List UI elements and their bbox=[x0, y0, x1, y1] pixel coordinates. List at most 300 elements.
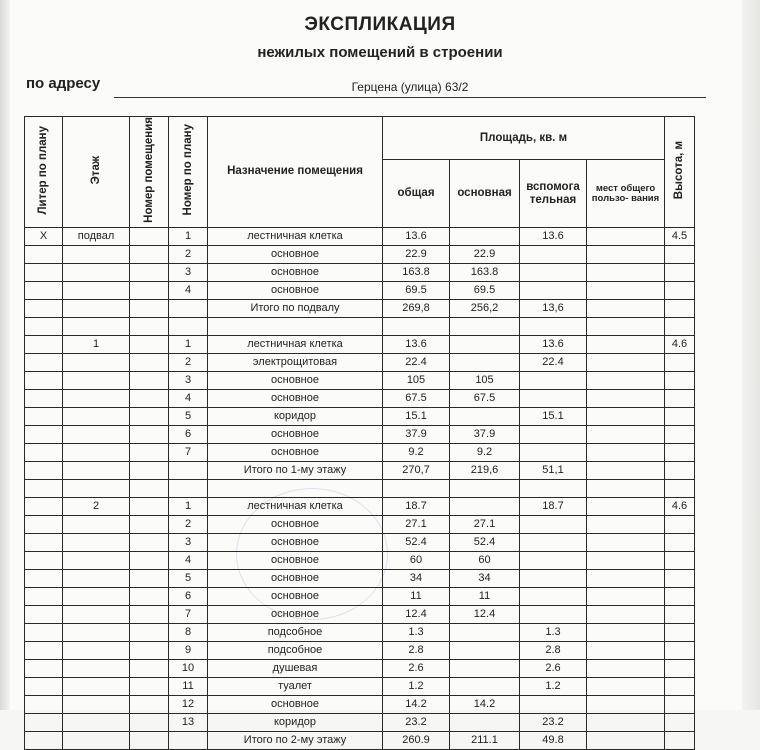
address-label: по адресу bbox=[26, 75, 101, 92]
address-underline bbox=[114, 97, 706, 98]
table-cell bbox=[587, 569, 665, 587]
table-cell bbox=[587, 623, 665, 641]
table-cell: 2.6 bbox=[383, 659, 450, 677]
table-cell bbox=[63, 389, 130, 407]
table-cell: основное bbox=[208, 371, 383, 389]
table-cell: 37.9 bbox=[383, 425, 450, 443]
table-row bbox=[25, 263, 695, 281]
table-cell bbox=[25, 551, 63, 569]
table-cell bbox=[450, 659, 520, 677]
table-cell: 52.4 bbox=[450, 533, 520, 551]
table-row bbox=[25, 443, 695, 461]
table-cell bbox=[63, 695, 130, 713]
table-cell bbox=[25, 245, 63, 263]
table-cell bbox=[130, 263, 169, 281]
table-cell bbox=[665, 353, 695, 371]
table-cell bbox=[665, 605, 695, 623]
table-cell: основное bbox=[208, 587, 383, 605]
table-cell bbox=[25, 587, 63, 605]
table-cell bbox=[450, 623, 520, 641]
table-cell: 27.1 bbox=[450, 515, 520, 533]
table-cell bbox=[450, 677, 520, 695]
table-cell: подсобное bbox=[208, 623, 383, 641]
table-cell bbox=[587, 497, 665, 515]
table-cell: 105 bbox=[383, 371, 450, 389]
table-cell bbox=[25, 641, 63, 659]
table-cell: 22.9 bbox=[383, 245, 450, 263]
table-row bbox=[25, 641, 695, 659]
scan-edge-left bbox=[0, 0, 10, 710]
table-cell: 12.4 bbox=[450, 605, 520, 623]
table-cell bbox=[665, 317, 695, 335]
table-cell: Х bbox=[25, 227, 63, 245]
table-cell: 3 bbox=[169, 263, 208, 281]
table-cell bbox=[130, 731, 169, 749]
table-cell bbox=[587, 281, 665, 299]
table-cell: 14.2 bbox=[450, 695, 520, 713]
table-cell: 3 bbox=[169, 533, 208, 551]
table-cell: 269,8 bbox=[383, 299, 450, 317]
table-cell bbox=[25, 659, 63, 677]
table-cell bbox=[665, 245, 695, 263]
table-cell bbox=[208, 317, 383, 335]
table-cell bbox=[665, 731, 695, 749]
table-cell bbox=[587, 713, 665, 731]
table-cell: 4 bbox=[169, 551, 208, 569]
header-litera: Литер по плану bbox=[25, 117, 63, 228]
table-cell bbox=[587, 245, 665, 263]
table-cell: 18.7 bbox=[520, 497, 587, 515]
table-cell: коридор bbox=[208, 407, 383, 425]
header-room-number: Номер помещения bbox=[130, 117, 169, 228]
table-cell: основное bbox=[208, 389, 383, 407]
table-cell bbox=[25, 533, 63, 551]
table-cell: 27.1 bbox=[383, 515, 450, 533]
table-cell: 15.1 bbox=[520, 407, 587, 425]
table-cell: 11 bbox=[450, 587, 520, 605]
table-cell bbox=[130, 551, 169, 569]
table-row bbox=[25, 587, 695, 605]
table-cell: 52.4 bbox=[383, 533, 450, 551]
table-cell bbox=[450, 497, 520, 515]
table-cell: 2 bbox=[169, 245, 208, 263]
table-cell bbox=[63, 587, 130, 605]
table-cell: 67.5 bbox=[450, 389, 520, 407]
table-cell: 13 bbox=[169, 713, 208, 731]
table-cell bbox=[130, 623, 169, 641]
table-cell: 1.3 bbox=[520, 623, 587, 641]
table-cell: 14.2 bbox=[383, 695, 450, 713]
table-row bbox=[25, 515, 695, 533]
table-cell bbox=[25, 695, 63, 713]
table-cell: основное bbox=[208, 569, 383, 587]
table-cell bbox=[25, 713, 63, 731]
table-cell bbox=[63, 263, 130, 281]
scan-edge-right bbox=[742, 0, 760, 710]
table-cell: 49.8 bbox=[520, 731, 587, 749]
table-cell bbox=[130, 299, 169, 317]
table-cell: 18.7 bbox=[383, 497, 450, 515]
header-plan-number: Номер по плану bbox=[169, 117, 208, 228]
table-cell: основное bbox=[208, 515, 383, 533]
table-cell bbox=[665, 641, 695, 659]
table-cell: 12.4 bbox=[383, 605, 450, 623]
table-cell bbox=[208, 479, 383, 497]
table-cell bbox=[169, 299, 208, 317]
table-cell bbox=[383, 317, 450, 335]
table-cell: 1 bbox=[63, 335, 130, 353]
table-cell: 1 bbox=[169, 227, 208, 245]
table-cell bbox=[665, 461, 695, 479]
table-cell bbox=[665, 659, 695, 677]
table-cell bbox=[63, 551, 130, 569]
table-cell bbox=[665, 695, 695, 713]
table-cell: 256,2 bbox=[450, 299, 520, 317]
table-cell bbox=[130, 407, 169, 425]
table-cell bbox=[130, 713, 169, 731]
table-cell bbox=[63, 353, 130, 371]
table-row bbox=[25, 569, 695, 587]
table-cell: 69.5 bbox=[450, 281, 520, 299]
table-cell bbox=[63, 299, 130, 317]
table-row bbox=[25, 623, 695, 641]
table-cell bbox=[63, 425, 130, 443]
table-cell: основное bbox=[208, 605, 383, 623]
table-cell: 2 bbox=[169, 353, 208, 371]
table-cell bbox=[130, 587, 169, 605]
table-cell: основное bbox=[208, 425, 383, 443]
table-row bbox=[25, 659, 695, 677]
table-cell bbox=[130, 515, 169, 533]
table-body bbox=[25, 227, 695, 749]
table-cell: лестничная клетка bbox=[208, 227, 383, 245]
table-cell: 4 bbox=[169, 281, 208, 299]
table-cell bbox=[25, 443, 63, 461]
table-row bbox=[25, 281, 695, 299]
table-row bbox=[25, 497, 695, 515]
subtotal-row bbox=[25, 299, 695, 317]
table-cell bbox=[450, 641, 520, 659]
table-cell bbox=[25, 623, 63, 641]
table-cell bbox=[130, 497, 169, 515]
table-cell bbox=[520, 245, 587, 263]
table-cell bbox=[587, 353, 665, 371]
table-cell: 67.5 bbox=[383, 389, 450, 407]
table-cell bbox=[63, 605, 130, 623]
table-cell bbox=[130, 389, 169, 407]
table-cell: 9.2 bbox=[383, 443, 450, 461]
table-cell bbox=[587, 695, 665, 713]
table-cell bbox=[520, 551, 587, 569]
table-cell bbox=[665, 407, 695, 425]
table-cell bbox=[665, 263, 695, 281]
table-cell bbox=[63, 731, 130, 749]
table-cell bbox=[130, 695, 169, 713]
table-cell bbox=[520, 479, 587, 497]
table-cell bbox=[450, 227, 520, 245]
table-cell bbox=[25, 263, 63, 281]
table-cell bbox=[63, 407, 130, 425]
table-cell bbox=[169, 317, 208, 335]
table-cell bbox=[63, 371, 130, 389]
table-cell bbox=[665, 389, 695, 407]
table-cell: коридор bbox=[208, 713, 383, 731]
spacer-row bbox=[25, 317, 695, 335]
table-cell: Итого по 2-му этажу bbox=[208, 731, 383, 749]
table-cell: 5 bbox=[169, 407, 208, 425]
table-cell bbox=[130, 353, 169, 371]
table-cell bbox=[665, 587, 695, 605]
document-title: ЭКСПЛИКАЦИЯ bbox=[304, 14, 456, 35]
table-cell: 211.1 bbox=[450, 731, 520, 749]
table-cell: 23.2 bbox=[520, 713, 587, 731]
address-value: Герцена (улица) 63/2 bbox=[351, 80, 469, 94]
table-cell bbox=[665, 677, 695, 695]
table-cell bbox=[520, 605, 587, 623]
table-cell bbox=[587, 335, 665, 353]
table-cell bbox=[450, 479, 520, 497]
table-cell bbox=[63, 443, 130, 461]
table-cell bbox=[665, 551, 695, 569]
table-cell bbox=[520, 695, 587, 713]
table-cell bbox=[63, 659, 130, 677]
table-cell: 11 bbox=[169, 677, 208, 695]
table-cell: 23.2 bbox=[383, 713, 450, 731]
table-cell bbox=[25, 515, 63, 533]
table-cell bbox=[63, 569, 130, 587]
table-cell bbox=[169, 479, 208, 497]
table-cell bbox=[665, 533, 695, 551]
table-cell bbox=[520, 515, 587, 533]
table-cell: душевая bbox=[208, 659, 383, 677]
table-cell: 2.8 bbox=[520, 641, 587, 659]
table-cell bbox=[665, 569, 695, 587]
table-cell bbox=[25, 389, 63, 407]
table-cell bbox=[25, 497, 63, 515]
table-cell bbox=[587, 533, 665, 551]
table-cell bbox=[665, 713, 695, 731]
table-cell bbox=[130, 461, 169, 479]
table-cell bbox=[587, 587, 665, 605]
header-floor: Этаж bbox=[63, 117, 130, 228]
header-purpose: Назначение помещения bbox=[208, 117, 383, 228]
table-cell bbox=[450, 713, 520, 731]
table-row bbox=[25, 677, 695, 695]
table-cell bbox=[587, 389, 665, 407]
table-cell bbox=[63, 245, 130, 263]
table-cell bbox=[520, 569, 587, 587]
table-cell: 34 bbox=[383, 569, 450, 587]
table-cell: основное bbox=[208, 245, 383, 263]
table-cell: 69.5 bbox=[383, 281, 450, 299]
table-cell: 11 bbox=[383, 587, 450, 605]
table-cell: основное bbox=[208, 263, 383, 281]
table-cell bbox=[25, 353, 63, 371]
table-cell: 3 bbox=[169, 371, 208, 389]
table-cell bbox=[63, 317, 130, 335]
table-cell: 163.8 bbox=[450, 263, 520, 281]
table-cell: 13.6 bbox=[520, 227, 587, 245]
table-cell bbox=[25, 299, 63, 317]
table-cell bbox=[130, 281, 169, 299]
table-cell: 34 bbox=[450, 569, 520, 587]
table-cell bbox=[520, 317, 587, 335]
table-cell: 60 bbox=[450, 551, 520, 569]
table-cell: основное bbox=[208, 695, 383, 713]
table-cell: 4.6 bbox=[665, 497, 695, 515]
header-area-group: Площадь, кв. м bbox=[383, 117, 665, 160]
header-main: основная bbox=[450, 160, 520, 228]
table-cell: 9 bbox=[169, 641, 208, 659]
table-cell bbox=[130, 641, 169, 659]
table-row bbox=[25, 335, 695, 353]
table-cell bbox=[130, 677, 169, 695]
table-cell: 10 bbox=[169, 659, 208, 677]
table-cell bbox=[130, 479, 169, 497]
table-cell bbox=[587, 443, 665, 461]
table-cell: 8 bbox=[169, 623, 208, 641]
table-cell: 12 bbox=[169, 695, 208, 713]
header-total: общая bbox=[383, 160, 450, 228]
table-cell bbox=[63, 281, 130, 299]
table-cell: Итого по 1-му этажу bbox=[208, 461, 383, 479]
table-row bbox=[25, 605, 695, 623]
table-cell bbox=[130, 245, 169, 263]
table-cell: 22.9 bbox=[450, 245, 520, 263]
table-cell: 1 bbox=[169, 335, 208, 353]
table-cell bbox=[520, 443, 587, 461]
table-cell: 13.6 bbox=[383, 335, 450, 353]
table-cell: лестничная клетка bbox=[208, 335, 383, 353]
table-cell bbox=[520, 587, 587, 605]
table-cell bbox=[130, 569, 169, 587]
table-cell bbox=[587, 371, 665, 389]
table-cell: 105 bbox=[450, 371, 520, 389]
table-row bbox=[25, 425, 695, 443]
table-cell bbox=[587, 425, 665, 443]
table-cell bbox=[520, 389, 587, 407]
spacer-row bbox=[25, 479, 695, 497]
table-cell: 260.9 bbox=[383, 731, 450, 749]
table-cell bbox=[587, 641, 665, 659]
table-cell bbox=[587, 263, 665, 281]
table-cell bbox=[587, 407, 665, 425]
table-cell: 6 bbox=[169, 425, 208, 443]
table-cell bbox=[665, 479, 695, 497]
table-row bbox=[25, 713, 695, 731]
table-cell: основное bbox=[208, 551, 383, 569]
table-cell: 2 bbox=[169, 515, 208, 533]
table-cell bbox=[63, 641, 130, 659]
table-cell bbox=[587, 479, 665, 497]
explication-table bbox=[24, 116, 695, 750]
table-cell: электрощитовая bbox=[208, 353, 383, 371]
table-cell: 163.8 bbox=[383, 263, 450, 281]
table-cell bbox=[450, 407, 520, 425]
table-cell bbox=[130, 371, 169, 389]
table-cell: 7 bbox=[169, 605, 208, 623]
table-row bbox=[25, 353, 695, 371]
table-cell: 15.1 bbox=[383, 407, 450, 425]
table-cell bbox=[25, 677, 63, 695]
table-cell bbox=[169, 461, 208, 479]
table-cell: 219,6 bbox=[450, 461, 520, 479]
table-cell bbox=[587, 515, 665, 533]
table-cell: 60 bbox=[383, 551, 450, 569]
table-cell bbox=[25, 425, 63, 443]
table-cell bbox=[587, 731, 665, 749]
table-cell bbox=[130, 335, 169, 353]
table-cell bbox=[25, 605, 63, 623]
header-public: мест общего пользо- вания bbox=[587, 160, 665, 228]
table-cell bbox=[587, 659, 665, 677]
table-cell: 2.8 bbox=[383, 641, 450, 659]
table-cell bbox=[25, 371, 63, 389]
table-cell: 1.2 bbox=[520, 677, 587, 695]
table-cell: 9.2 bbox=[450, 443, 520, 461]
table-cell bbox=[63, 713, 130, 731]
table-cell: 13.6 bbox=[383, 227, 450, 245]
table-cell bbox=[130, 533, 169, 551]
table-cell bbox=[587, 227, 665, 245]
table-cell bbox=[450, 335, 520, 353]
header-height: Высота, м bbox=[665, 117, 695, 228]
table-cell bbox=[169, 731, 208, 749]
table-cell bbox=[665, 299, 695, 317]
table-row bbox=[25, 371, 695, 389]
table-cell bbox=[130, 227, 169, 245]
table-cell: основное bbox=[208, 443, 383, 461]
table-cell bbox=[25, 569, 63, 587]
table-cell: 4 bbox=[169, 389, 208, 407]
table-row bbox=[25, 551, 695, 569]
table-cell: основное bbox=[208, 533, 383, 551]
table-cell: 1.3 bbox=[383, 623, 450, 641]
table-cell: 22.4 bbox=[520, 353, 587, 371]
table-cell bbox=[665, 281, 695, 299]
table-cell bbox=[25, 335, 63, 353]
table-cell bbox=[63, 623, 130, 641]
table-cell bbox=[587, 317, 665, 335]
table-cell: 2.6 bbox=[520, 659, 587, 677]
table-cell bbox=[63, 461, 130, 479]
table-cell: 1 bbox=[169, 497, 208, 515]
table-row bbox=[25, 245, 695, 263]
table-cell bbox=[665, 371, 695, 389]
table-cell bbox=[130, 317, 169, 335]
table-cell bbox=[520, 533, 587, 551]
table-cell bbox=[587, 299, 665, 317]
table-cell bbox=[63, 515, 130, 533]
table-cell bbox=[25, 281, 63, 299]
table-cell bbox=[520, 425, 587, 443]
table-cell bbox=[520, 281, 587, 299]
table-cell: подсобное bbox=[208, 641, 383, 659]
table-cell bbox=[520, 371, 587, 389]
table-cell bbox=[665, 425, 695, 443]
table-cell: 5 bbox=[169, 569, 208, 587]
table-cell: основное bbox=[208, 281, 383, 299]
table-cell bbox=[25, 479, 63, 497]
header-aux: вспомога тельная bbox=[520, 160, 587, 228]
table-cell: 13.6 bbox=[520, 335, 587, 353]
table-cell: 22.4 bbox=[383, 353, 450, 371]
table-cell: 7 bbox=[169, 443, 208, 461]
table-cell bbox=[450, 317, 520, 335]
table-cell: 51,1 bbox=[520, 461, 587, 479]
table-cell bbox=[63, 677, 130, 695]
table-cell: 2 bbox=[63, 497, 130, 515]
